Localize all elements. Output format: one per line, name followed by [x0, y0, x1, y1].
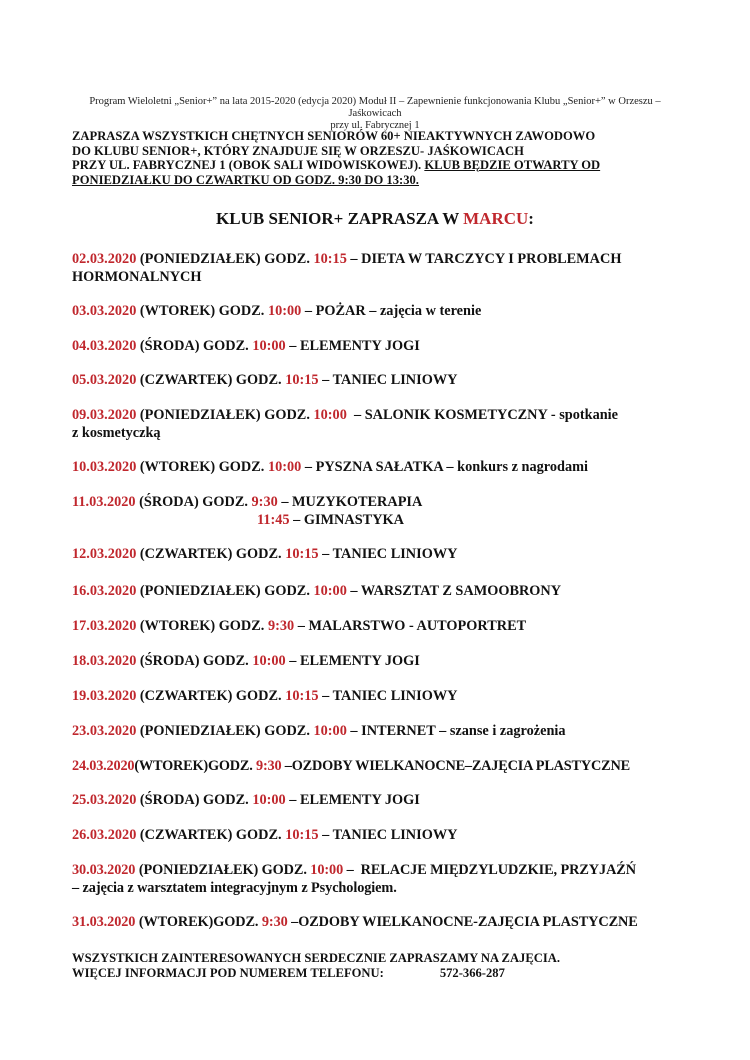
event-day: (PONIEDZIAŁEK) GODZ. [136, 723, 314, 739]
event-day: (CZWARTEK) GODZ. [136, 827, 286, 843]
event-item [72, 913, 684, 931]
event-time: 10:00 [252, 653, 286, 669]
event-item [72, 493, 684, 529]
event-date: 17.03.2020 [72, 618, 137, 634]
event-desc: – ELEMENTY JOGI [285, 653, 420, 669]
event-day: (ŚRODA) GODZ. [136, 653, 253, 669]
event-date: 09.03.2020 [72, 407, 137, 423]
program-header-line1: Program Wieloletni „Senior+” na lata 2015-2020 (edycja 2020) Moduł II – Zapewnienie funkcjonowania Klubu „Senior+” w Orzeszu – Jaśkowicach [89, 96, 661, 119]
event-day: (WTOREK) GODZ. [136, 459, 268, 475]
event-time: 10:00 [310, 862, 344, 878]
event-time: 9:30 [267, 618, 295, 634]
event-time: 10:15 [285, 827, 319, 843]
event-day: (WTOREK) GODZ. [136, 618, 268, 634]
title-month: MARCU [463, 209, 529, 228]
event-day: (CZWARTEK) GODZ. [136, 372, 286, 388]
event-date: 04.03.2020 [72, 338, 137, 354]
event-item [72, 791, 684, 809]
event-item [72, 406, 684, 442]
event-desc-cont: HORMONALNYCH [72, 269, 202, 285]
event-date: 18.03.2020 [72, 653, 137, 669]
event-date: 30.03.2020 [72, 862, 136, 878]
event-second-slot [72, 511, 684, 529]
event-desc: – INTERNET – szanse i zagrożenia [346, 723, 566, 739]
intro-line1: ZAPRASZA WSZYSTKICH CHĘTNYCH SENIORÓW 60+ NIEAKTYWNYCH ZAWODOWO [72, 129, 596, 143]
intro-line3 [72, 158, 632, 173]
event-day: (WTOREK)GODZ. [135, 914, 262, 930]
event-time: 10:15 [285, 688, 319, 704]
event-desc-2: – GIMNASTYKA [289, 512, 404, 528]
page-title [0, 209, 750, 229]
event-day: (WTOREK)GODZ. [134, 758, 256, 774]
event-item [72, 722, 684, 740]
event-item [72, 826, 684, 844]
event-date: 03.03.2020 [72, 303, 137, 319]
event-day: (CZWARTEK) GODZ. [136, 688, 286, 704]
event-desc: – TANIEC LINIOWY [318, 372, 458, 388]
event-date: 12.03.2020 [72, 546, 137, 562]
event-item [72, 652, 684, 670]
footer-contact-label: WIĘCEJ INFORMACJI POD NUMEREM TELEFONU: [72, 966, 384, 980]
program-header [64, 96, 686, 132]
event-day: (ŚRODA) GODZ. [136, 792, 253, 808]
event-day: (ŚRODA) GODZ. [136, 338, 253, 354]
event-item [72, 371, 684, 389]
event-time: 10:00 [313, 583, 347, 599]
event-time: 10:00 [252, 792, 286, 808]
event-date: 11.03.2020 [72, 494, 136, 510]
event-time: 10:00 [313, 407, 347, 423]
event-day: (PONIEDZIAŁEK) GODZ. [136, 407, 314, 423]
event-desc: – MUZYKOTERAPIA [277, 494, 423, 510]
event-desc: – RELACJE MIĘDZYLUDZKIE, PRZYJAŹŃ [343, 862, 636, 878]
event-desc: – TANIEC LINIOWY [318, 546, 458, 562]
event-item [72, 337, 684, 355]
event-desc: – TANIEC LINIOWY [318, 688, 458, 704]
footer-invitation: WSZYSTKICH ZAINTERESOWANYCH SERDECZNIE ZAPRASZAMY NA ZAJĘCIA. [72, 951, 560, 965]
event-desc-cont: z kosmetyczką [72, 425, 161, 441]
intro-paragraph [72, 129, 632, 187]
title-prefix: KLUB SENIOR+ ZAPRASZA W [216, 209, 464, 228]
event-day: (PONIEDZIAŁEK) GODZ. [135, 862, 311, 878]
event-day: (PONIEDZIAŁEK) GODZ. [136, 583, 314, 599]
event-date: 16.03.2020 [72, 583, 137, 599]
event-date: 31.03.2020 [72, 914, 136, 930]
title-suffix: : [528, 209, 534, 228]
event-item [72, 861, 684, 897]
event-date: 25.03.2020 [72, 792, 137, 808]
intro-opening-hours-a: KLUB BĘDZIE OTWARTY OD [424, 158, 601, 172]
event-desc: –OZDOBY WIELKANOCNE–ZAJĘCIA PLASTYCZNE [281, 758, 630, 774]
event-item [72, 687, 684, 705]
phone-number: 572-366-287 [439, 966, 505, 980]
event-desc: – TANIEC LINIOWY [318, 827, 458, 843]
event-time: 10:15 [285, 372, 319, 388]
event-desc-cont: – zajęcia z warsztatem integracyjnym z Psychologiem. [72, 880, 397, 896]
event-date: 10.03.2020 [72, 459, 137, 475]
event-date: 24.03.2020 [72, 758, 135, 774]
intro-line2: DO KLUBU SENIOR+, KTÓRY ZNAJDUJE SIĘ W ORZESZU- JAŚKOWICACH [72, 143, 524, 158]
event-date: 19.03.2020 [72, 688, 137, 704]
event-desc: – PYSZNA SAŁATKA – konkurs z nagrodami [301, 459, 588, 475]
footer-contact [72, 966, 672, 981]
event-time-2: 11:45 [257, 512, 290, 528]
event-date: 26.03.2020 [72, 827, 137, 843]
event-item [72, 757, 684, 775]
event-desc: – ELEMENTY JOGI [285, 792, 420, 808]
event-item [72, 458, 684, 476]
footer [72, 951, 672, 981]
event-day: (ŚRODA) GODZ. [135, 494, 252, 510]
event-time: 9:30 [256, 758, 282, 774]
event-time: 10:00 [313, 723, 347, 739]
event-item [72, 250, 684, 286]
event-desc: –OZDOBY WIELKANOCNE-ZAJĘCIA PLASTYCZNE [287, 914, 638, 930]
event-time: 9:30 [261, 914, 288, 930]
event-time: 10:00 [267, 459, 302, 475]
event-desc: – SALONIK KOSMETYCZNY - spotkanie [346, 407, 618, 423]
intro-opening-hours-b: PONIEDZIAŁKU DO CZWARTKU OD GODZ. 9:30 DO 13:30. [72, 172, 419, 187]
event-day: (WTOREK) GODZ. [136, 303, 268, 319]
event-time: 10:15 [313, 251, 347, 267]
event-time: 9:30 [251, 494, 278, 510]
event-time: 10:15 [285, 546, 319, 562]
intro-address: PRZY UL. FABRYCZNEJ 1 (OBOK SALI WIDOWISKOWEJ). [72, 158, 425, 172]
event-desc: – WARSZTAT Z SAMOOBRONY [346, 583, 562, 599]
event-date: 23.03.2020 [72, 723, 137, 739]
event-desc: – DIETA W TARCZYCY I PROBLEMACH [346, 251, 622, 267]
event-time: 10:00 [267, 303, 302, 319]
event-time: 10:00 [252, 338, 286, 354]
event-day: (PONIEDZIAŁEK) GODZ. [136, 251, 314, 267]
event-item [72, 302, 684, 320]
event-item [72, 582, 684, 600]
event-item [72, 545, 684, 563]
program-header-line2: przy ul. Fabrycznej 1 [330, 120, 420, 131]
event-desc: – ELEMENTY JOGI [285, 338, 420, 354]
event-desc: – POŻAR – zajęcia w terenie [301, 303, 482, 319]
event-item [72, 617, 684, 635]
event-date: 05.03.2020 [72, 372, 137, 388]
event-date: 02.03.2020 [72, 251, 137, 267]
event-desc: – MALARSTWO - AUTOPORTRET [294, 618, 527, 634]
event-day: (CZWARTEK) GODZ. [136, 546, 286, 562]
